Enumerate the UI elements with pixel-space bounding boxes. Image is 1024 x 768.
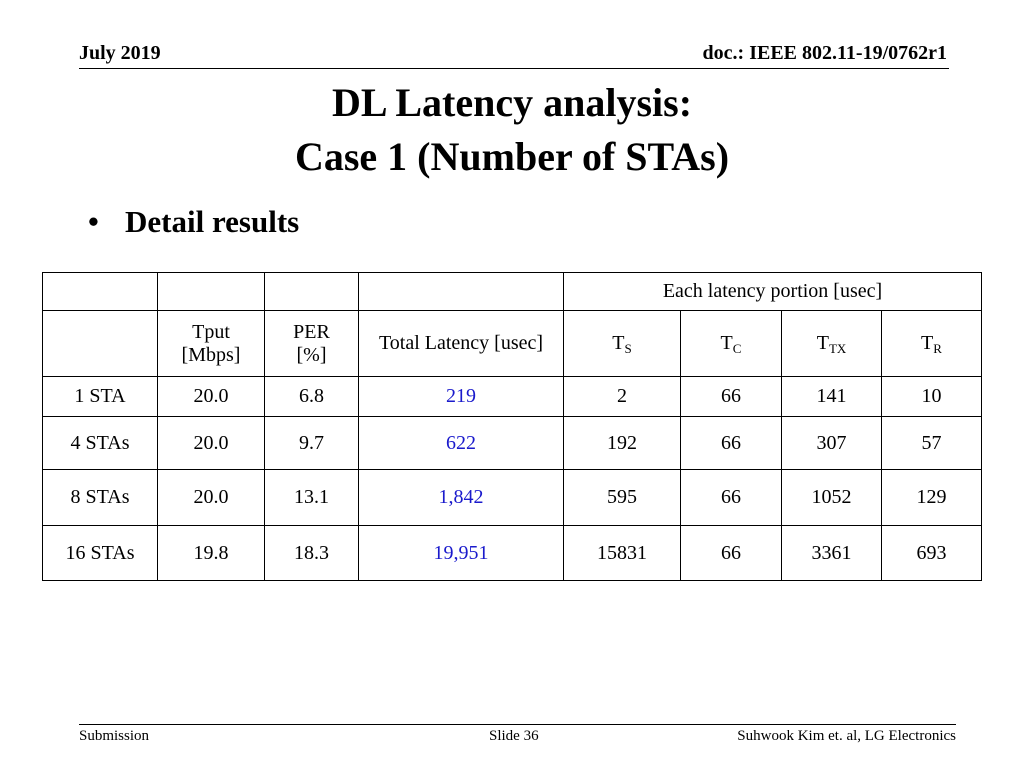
header-ttx: $T_{TX}$ [782,311,882,377]
bullet-text: Detail results [125,204,300,239]
cell-ts: 595 [564,470,681,526]
table-row [43,377,982,417]
cell-per: 9.7 [265,417,359,470]
table-row [43,470,982,526]
cell-total-latency: 19,951 [359,526,564,581]
header-cell-empty [359,273,564,311]
cell-ttx: 141 [782,377,882,417]
header-cell-empty [265,273,359,311]
header-total-latency: Total Latency [usec] [359,311,564,377]
cell-total-latency: 1,842 [359,470,564,526]
cell-per: 18.3 [265,526,359,581]
cell-ttx: 3361 [782,526,882,581]
cell-tc: 66 [681,526,782,581]
bullet-item [88,204,299,240]
footer-submission: Submission [79,728,150,744]
cell-tr: 10 [882,377,982,417]
bullet-icon: • [88,204,99,239]
table-header-row-2 [43,311,982,377]
row-label: 4 STAs [43,417,158,470]
results-table [42,272,982,581]
cell-tr: 693 [882,526,982,581]
header-per: PER [%] [265,311,359,377]
cell-tc: 66 [681,417,782,470]
cell-tput: 20.0 [158,417,265,470]
cell-tput: 19.8 [158,526,265,581]
cell-tc: 66 [681,377,782,417]
cell-ts: 15831 [564,526,681,581]
cell-ttx: 307 [782,417,882,470]
cell-total-latency: 622 [359,417,564,470]
row-label: 8 STAs [43,470,158,526]
cell-tput: 20.0 [158,377,265,417]
header-date: July 2019 [79,42,161,64]
row-label: 16 STAs [43,526,158,581]
footer-author: Suhwook Kim et. al, LG Electronics [737,728,956,744]
header-cell-empty [158,273,265,311]
header-tr: $T_R$ [882,311,982,377]
header-tc: $T_C$ [681,311,782,377]
cell-tc: 66 [681,470,782,526]
row-label: 1 STA [43,377,158,417]
header-doc-id: doc.: IEEE 802.11-19/0762r1 [702,42,947,64]
table-row [43,417,982,470]
footer-divider [79,724,956,725]
footer-slide-number: Slide 36 [489,728,539,744]
cell-ts: 192 [564,417,681,470]
table-header-row-1 [43,273,982,311]
latency-group-header: Each latency portion [usec] [564,273,982,311]
cell-ts: 2 [564,377,681,417]
header-divider [79,68,949,69]
header-cell-empty [43,273,158,311]
header-ts: $T_S$ [564,311,681,377]
cell-ttx: 1052 [782,470,882,526]
header-tput: Tput [Mbps] [158,311,265,377]
table-row [43,526,982,581]
cell-total-latency: 219 [359,377,564,417]
header-cell-empty [43,311,158,377]
cell-per: 6.8 [265,377,359,417]
cell-tr: 57 [882,417,982,470]
cell-tput: 20.0 [158,470,265,526]
slide-title-line1: DL Latency analysis: [331,80,693,125]
cell-tr: 129 [882,470,982,526]
slide-title-line2: Case 1 (Number of STAs) [294,134,730,179]
cell-per: 13.1 [265,470,359,526]
slide-title [0,76,1024,184]
